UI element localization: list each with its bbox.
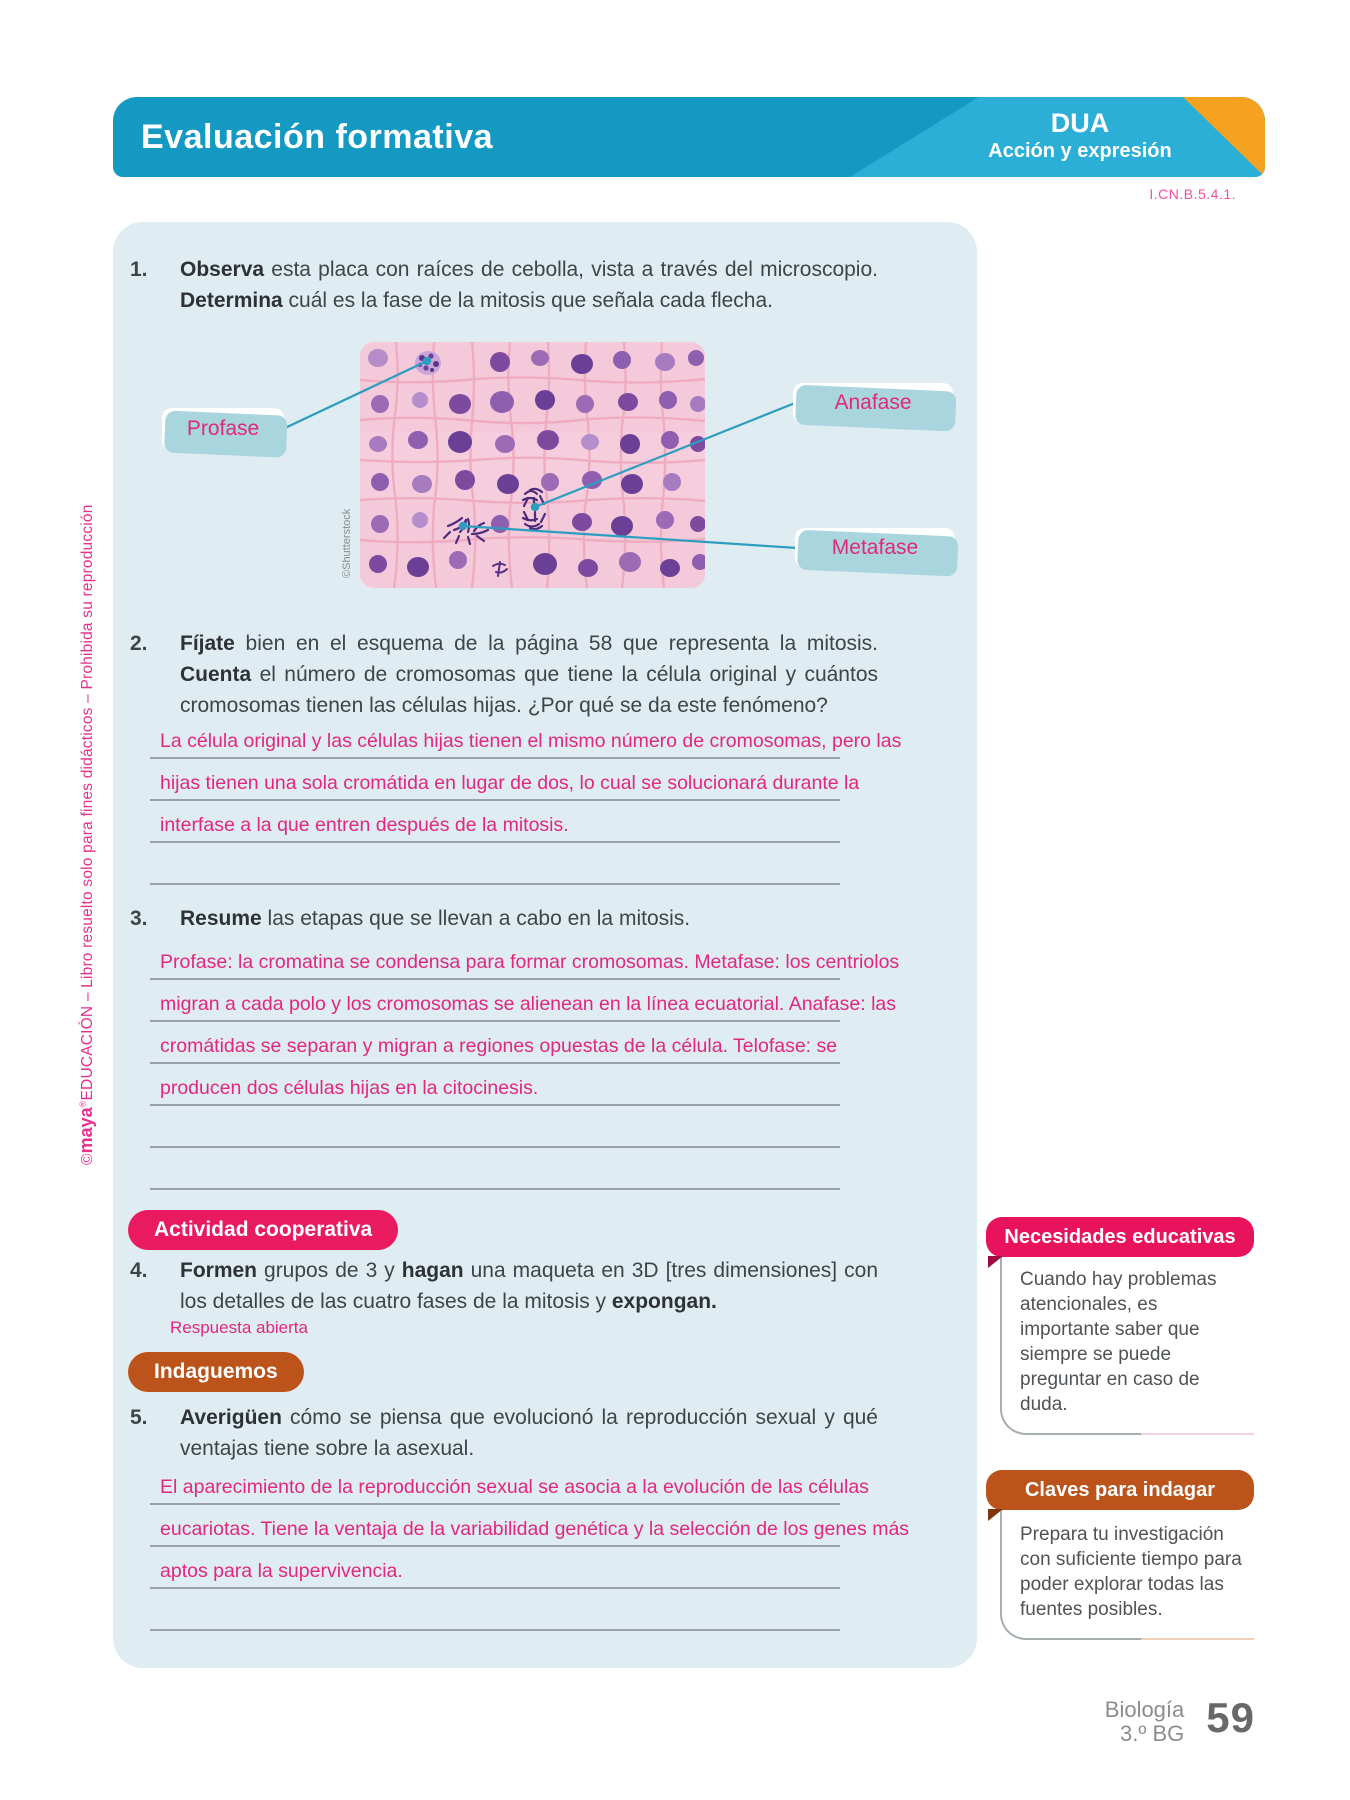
dua-subtitle: Acción y expresión [988,140,1172,162]
subject: Biología [1104,1697,1185,1722]
book-info [1105,1698,1185,1746]
question-2 [130,628,878,721]
answer-line[interactable]: migran a cada polo y los cromosomas se alienean en la línea ecuatorial. Anafase: las [150,980,840,1022]
question-number: 3. [130,907,148,930]
dua-label-block [965,108,1195,164]
photo-credit: ©Shutterstock [341,508,353,578]
answer-line[interactable]: La célula original y las células hijas tienen el mismo número de cromosomas, pero las [150,717,840,759]
label-metafase: Metafase [795,528,955,568]
answers-q3 [150,938,900,1190]
answers-q2 [150,717,902,885]
page-footer [1104,1694,1255,1746]
answers-q5 [150,1463,910,1631]
answer-line[interactable]: aptos para la supervivencia. [150,1547,840,1589]
onion-root-micrograph [360,342,705,588]
question-text: Averigüen cómo se piensa que evolucionó la reproducción sexual y qué ventajas tiene sobre la asexual. [180,1406,878,1460]
answer-line[interactable]: hijas tienen una sola cromátida en lugar de dos, lo cual se solucionará durante la [150,759,840,801]
legal-text: – Libro resuelto solo para fines didácticos – Prohibida su reproducción [79,504,96,1006]
header-banner [113,97,1265,177]
question-3 [130,903,878,934]
question-text: Resume las etapas que se llevan a cabo en la mitosis. [180,907,691,930]
question-number: 1. [130,258,148,281]
answer-line[interactable]: El aparecimiento de la reproducción sexual se asocia a la evolución de las células [150,1463,840,1505]
copyright-strip [76,504,97,1165]
badge-actividad-cooperativa: Actividad cooperativa [128,1210,398,1250]
answer-line[interactable] [150,1106,840,1148]
question-number: 2. [130,632,148,655]
question-number: 4. [130,1259,148,1282]
question-1 [130,254,878,316]
prophase-cell [415,351,441,375]
page-title: Evaluación formativa [141,118,494,156]
question-text: Fíjate bien en el esquema de la página 58 que representa la mitosis. Cuenta el número de cromosomas que tiene la célula original y cuántos cromosomas tienen las células hijas. ¿Por qué se da este fenómeno? [180,632,878,717]
sidebox-necesidades-body: Cuando hay problemas atencionales, es importante saber que siempre se puede preguntar en caso de duda. [1000,1255,1254,1435]
question-5 [130,1402,878,1464]
badge-indaguemos: Indaguemos [128,1352,304,1392]
label-anafase: Anafase [793,383,953,423]
answer-line[interactable]: eucariotas. Tiene la ventaja de la variabilidad genética y la selección de los genes más [150,1505,840,1547]
sidebox-claves-title: Claves para indagar [986,1470,1254,1510]
copyright-symbol: © [79,1153,96,1165]
publisher-logo: maya [76,1107,96,1154]
open-answer-note: Respuesta abierta [170,1318,308,1337]
label-profase: Profase [162,408,284,450]
answer-line[interactable] [150,1148,840,1190]
answer-line[interactable]: Profase: la cromatina se condensa para formar cromosomas. Metafase: los centriolos [150,938,840,980]
question-number: 5. [130,1406,148,1429]
question-text: Formen grupos de 3 y hagan una maqueta en 3D [tres dimensiones] con los detalles de las cuatro fases de la mitosis y expongan. [180,1259,878,1313]
answer-line[interactable] [150,843,840,885]
answer-line[interactable]: cromátidas se separan y migran a regiones opuestas de la célula. Telofase: se [150,1022,840,1064]
curriculum-code: I.CN.B.5.4.1. [1149,186,1236,202]
sidebox-necesidades-title: Necesidades educativas [986,1217,1254,1257]
question-4 [130,1255,878,1317]
publisher-name: EDUCACIÓN [79,1005,96,1101]
sidebox-claves-body: Prepara tu investigación con suficiente tiempo para poder explorar todas las fuentes posibles. [1000,1510,1254,1640]
grade: 3.º BG [1120,1721,1185,1746]
answer-line[interactable]: interfase a la que entren después de la mitosis. [150,801,840,843]
answer-line[interactable]: producen dos células hijas en la citocinesis. [150,1064,840,1106]
page-number: 59 [1206,1694,1255,1741]
answer-line[interactable] [150,1589,840,1631]
question-text: Observa esta placa con raíces de cebolla, vista a través del microscopio. Determina cuál es la fase de la mitosis que señala cada flecha. [180,258,878,312]
registered-symbol: ® [77,1100,88,1108]
dua-title: DUA [1050,108,1110,138]
micrograph-illustration [360,342,705,588]
